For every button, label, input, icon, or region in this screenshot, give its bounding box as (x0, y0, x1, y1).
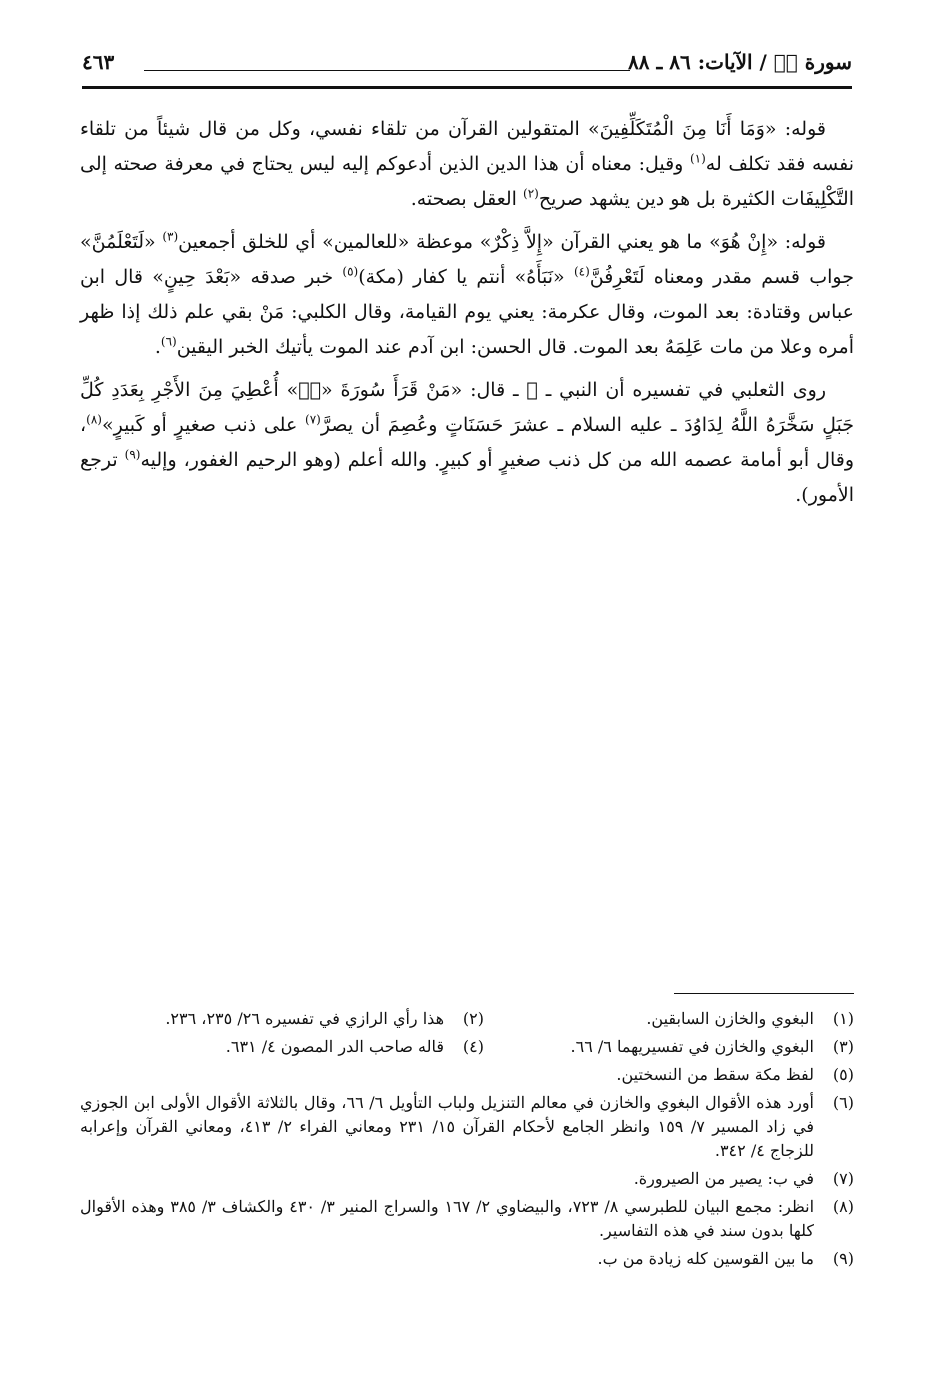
text-run: قوله: «وَمَا أَنَا مِنَ الْمُتَكَلِّفِينَ» المتقولين القرآن من تلقاء نفسي، وكل من قال شيئاً من تلقاء نفسه فقد تكلف له (80, 118, 854, 175)
text-run: خبر صدقه «بَعْدَ حِينٍ» قال ابن عباس وقتادة: بعد الموت، وقال عكرمة: يعني يوم القيامة، وقال الكلبي: مَنْ بقي علم ذلك إذا ظهر أمره وعلا من مات عَلِمَهُ بعد الموت. قال الحسن: ابن آدم عند الموت يأتيك الخبر اليقين (80, 266, 854, 358)
footnote-number: (٤) (462, 1037, 484, 1056)
footnote (226, 1035, 484, 1059)
footnote-number: (١) (832, 1009, 854, 1028)
page-header (82, 44, 852, 89)
text-run: على ذنب صغيرٍ أو كَبيرٍ» (101, 414, 306, 436)
footnote-number: (٨) (832, 1197, 854, 1216)
footnote-number: (٧) (832, 1169, 854, 1188)
footnote (80, 1195, 854, 1243)
footnote-separator (674, 993, 854, 994)
text-run: ترجع الأمور). (80, 449, 854, 506)
header-rule (144, 70, 630, 71)
footnote-ref: (٦) (160, 334, 177, 349)
text-run: ، وقال أبو أمامة عصمه الله من كل ذنب صغيرٍ أو كبيرٍ. والله أعلم (وهو الرحيم الغفور، وإليه (80, 414, 854, 471)
footnote-text: لفظ مكة سقط من النسختين. (616, 1065, 814, 1084)
footnote-text: انظر: مجمع البيان للطبرسي ٨/ ٧٢٣، والبيضاوي ٢/ ١٦٧ والسراج المنير ٣/ ٤٣٠ والكشاف ٣/ ٣٨٥ وهذه الأقوال كلها بدون سند في هذه التفاسير. (80, 1197, 815, 1240)
footnote-ref: (١) (689, 151, 706, 166)
footnote (165, 1007, 484, 1031)
footnote-number: (٢) (462, 1009, 484, 1028)
footnote-text: قاله صاحب الدر المصون ٤/ ٦٣١. (225, 1037, 444, 1056)
footnote-text: البغوي والخازن السابقين. (646, 1009, 814, 1028)
footnote-text: ما بين القوسين كله زيادة من ب. (597, 1249, 814, 1268)
footnote-text: أورد هذه الأقوال البغوي والخازن في معالم التنزيل ولباب التأويل ٦/ ٦٦، وقال بالثلاثة الأقوال الأولى ابن الجوزي في زاد المسير ٧/ ١٥٩ وانظر الجامع لأحكام القرآن ١٥/ ٢٣١ ومعاني الفراء ٢/ ٤١٣، ومعاني القرآن وإعرابه للزجاج ٤/ ٣٤٢. (80, 1093, 814, 1160)
footnote-ref: (٢) (523, 186, 539, 201)
paragraph (80, 225, 854, 365)
text-run: «لَتَعْلَمُنَّ» جواب قسم مقدر ومعناه لَتَعْرِفُنَّ (80, 231, 854, 288)
footnote (80, 1063, 854, 1087)
footnote-ref: (٨) (86, 412, 102, 427)
footnote (80, 1167, 854, 1191)
footnote-number: (٦) (832, 1093, 854, 1112)
running-title: سورة صۤ / الآيات: ٨٦ ـ ٨٨ (628, 50, 852, 74)
footnote-text: هذا رأي الرازي في تفسيره ٢٦/ ٢٣٥، ٢٣٦. (165, 1009, 444, 1028)
footnote-ref: (٥) (342, 264, 359, 279)
paragraph (80, 112, 854, 217)
paragraph (80, 373, 854, 513)
page-number: ٤٦٣ (82, 50, 115, 74)
footnote-number: (٥) (832, 1065, 854, 1084)
footnote-row (80, 1007, 854, 1031)
footnote (484, 1007, 854, 1031)
footnote-text: البغوي والخازن في تفسيريهما ٦/ ٦٦. (570, 1037, 814, 1056)
text-run: العقل بصحته. (410, 188, 523, 210)
footnote (80, 1247, 854, 1271)
footnote-number: (٣) (832, 1037, 854, 1056)
footnote-ref: (٧) (305, 412, 321, 427)
text-run: «نَبَأَهُ» أنتم يا كفار (مكة) (358, 266, 574, 288)
footnote-ref: (٤) (573, 264, 590, 279)
footnote (484, 1035, 854, 1059)
text-run: قوله: «إِنْ هُوَ» ما هو يعني القرآن «إِلاَّ ذِكْرٌ» موعظة «للعالمين» أي للخلق أجمعين (178, 231, 826, 253)
footnote-ref: (٩) (124, 447, 141, 462)
text-run: وقيل: معناه أن هذا الدين الذين أدعوكم إليه ليس يحتاج في معرفة صحته إلى التَّكْلِيفَات الكثيرة بل هو دين يشهد صريح (80, 153, 854, 210)
footnote-text: في ب: يصير من الصيرورة. (633, 1169, 814, 1188)
text-run: روى الثعلبي في تفسيره أن النبي ـ ﷺ ـ قال: «مَنْ قَرَأَ سُورَةَ «صۤ» أُعْطِيَ مِنَ الأَجْرِ بِعَدَدِ كُلِّ جَبَلٍ سَخَّرَهُ اللَّهُ لِدَاوُدَ ـ عليه السلام ـ عشرَ حَسَنَاتٍ وعُصِمَ أن يصرَّ (80, 379, 854, 436)
text-run: . (154, 336, 161, 358)
footnote-number: (٩) (832, 1249, 854, 1268)
main-text (80, 112, 854, 521)
footnote-ref: (٣) (162, 229, 179, 244)
footnote-row (80, 1035, 854, 1059)
footnotes (80, 1007, 854, 1275)
footnote (80, 1091, 854, 1163)
